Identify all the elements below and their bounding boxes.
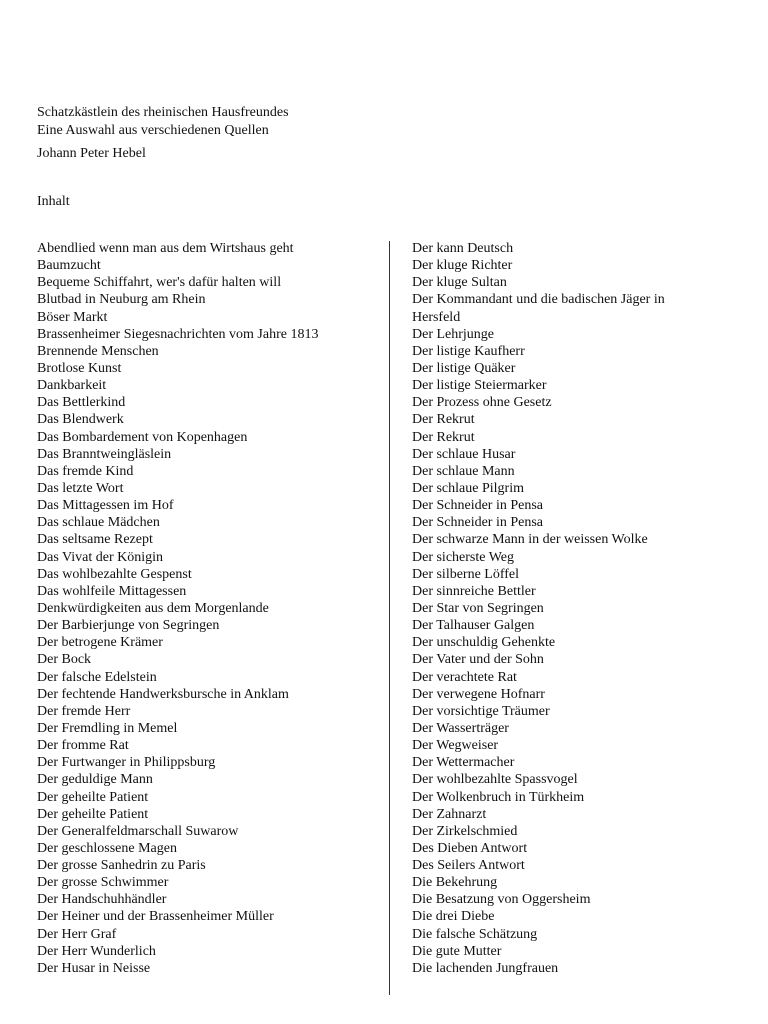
contents-entry: Der Wasserträger [412,720,509,736]
contents-entry: Der silberne Löffel [412,566,520,582]
contents-entry: Der Wolkenbruch in Türkheim [412,789,585,805]
contents-column-right [412,240,752,977]
contents-entry: Der Lehrjunge [412,326,495,342]
contents-entry: Das wohlfeile Mittagessen [37,583,187,599]
contents-entry: Die Bekehrung [412,875,498,891]
contents-entry: Der kluge Sultan [412,275,507,291]
contents-entry: Der Rekrut [412,429,475,445]
contents-entry: Der unschuldig Gehenkte [412,635,556,651]
contents-entry: Der Star von Segringen [412,600,544,616]
column-divider [389,241,390,995]
contents-entry: Der Talhauser Galgen [412,618,535,634]
contents-entry: Die Besatzung von Oggersheim [412,892,591,908]
contents-entry: Das Blendwerk [37,412,124,428]
contents-entry: Der falsche Edelstein [37,669,157,685]
contents-entry: Der geheilte Patient [37,806,149,822]
contents-entry: Der grosse Schwimmer [37,875,169,891]
contents-column-left [37,240,382,977]
contents-entry: Das schlaue Mädchen [37,515,160,531]
contents-entry: Böser Markt [37,309,108,325]
contents-entry: Dankbarkeit [37,378,107,394]
contents-entry: Brotlose Kunst [37,360,122,376]
contents-entry: Der schlaue Mann [412,463,515,479]
document-subtitle: Eine Auswahl aus verschiedenen Quellen [37,123,269,138]
contents-entry: Das Mittagessen im Hof [37,498,174,514]
contents-entry: Der Fremdling in Memel [37,720,178,736]
contents-entry: Der listige Kaufherr [412,343,525,359]
contents-entry: Der listige Steiermarker [412,378,547,394]
contents-entry: Der Wettermacher [412,755,515,771]
contents-entry: Der schwarze Mann in der weissen Wolke [412,532,648,548]
contents-entry: Das seltsame Rezept [37,532,153,548]
contents-entry: Der Handschuhhändler [37,892,167,908]
contents-heading: Inhalt [37,194,70,209]
contents-entry: Die gute Mutter [412,943,502,959]
contents-entry: Der Herr Wunderlich [37,943,156,959]
contents-entry: Der Vater und der Sohn [412,652,544,668]
contents-entry: Der fremde Herr [37,703,131,719]
contents-entry: Der vorsichtige Träumer [412,703,550,719]
contents-entry: Der geschlossene Magen [37,840,177,856]
contents-entry: Der schlaue Husar [412,446,516,462]
contents-entry: Der sinnreiche Bettler [412,583,536,599]
contents-entry: Das Bombardement von Kopenhagen [37,429,248,445]
contents-entry: Der schlaue Pilgrim [412,480,524,496]
contents-entry: Brennende Menschen [37,343,159,359]
contents-entry: Der Schneider in Pensa [412,515,544,531]
contents-entry: Baumzucht [37,258,101,274]
contents-entry: Das Bettlerkind [37,395,126,411]
contents-entry: Der Bock [37,652,92,668]
contents-entry: Der sicherste Weg [412,549,515,565]
contents-entry: Die lachenden Jungfrauen [412,960,559,976]
contents-entry: Der verwegene Hofnarr [412,686,545,702]
contents-entry: Der kluge Richter [412,258,513,274]
contents-entry: Hersfeld [412,309,461,325]
document-author: Johann Peter Hebel [37,146,146,161]
contents-entry: Der Rekrut [412,412,475,428]
contents-entry: Der grosse Sanhedrin zu Paris [37,858,206,874]
contents-entry: Denkwürdigkeiten aus dem Morgenlande [37,600,269,616]
contents-entry: Der Prozess ohne Gesetz [412,395,552,411]
contents-entry: Das Branntweingläslein [37,446,172,462]
contents-entry: Der fromme Rat [37,738,129,754]
contents-entry: Der kann Deutsch [412,241,514,256]
contents-entry: Der betrogene Krämer [37,635,163,651]
contents-entry: Der geduldige Mann [37,772,153,788]
contents-entry: Der Husar in Neisse [37,960,151,976]
contents-entry: Der Kommandant und die badischen Jäger in [412,292,665,308]
contents-entry: Der Heiner und der Brassenheimer Müller [37,909,274,925]
contents-entry: Der Zirkelschmied [412,823,518,839]
contents-entry: Bequeme Schiffahrt, wer's dafür halten will [37,275,282,291]
contents-entry: Abendlied wenn man aus dem Wirtshaus geht [37,241,294,256]
contents-entry: Der Barbierjunge von Segringen [37,618,220,634]
contents-entry: Des Seilers Antwort [412,858,525,874]
title-block [37,104,289,140]
contents-entry: Der Generalfeldmarschall Suwarow [37,823,239,839]
contents-entry: Das fremde Kind [37,463,134,479]
contents-entry: Des Dieben Antwort [412,840,528,856]
contents-entry: Der Zahnarzt [412,806,487,822]
contents-entry: Der Herr Graf [37,926,117,942]
contents-entry: Der Furtwanger in Philippsburg [37,755,216,771]
contents-entry: Der Schneider in Pensa [412,498,544,514]
contents-entry: Das Vivat der Königin [37,549,164,565]
contents-entry: Das letzte Wort [37,480,124,496]
contents-entry: Der Wegweiser [412,738,499,754]
document-title: Schatzkästlein des rheinischen Hausfreundes [37,105,289,120]
contents-entry: Der geheilte Patient [37,789,149,805]
contents-entry: Brassenheimer Siegesnachrichten vom Jahre 1813 [37,326,319,342]
contents-entry: Der verachtete Rat [412,669,517,685]
contents-entry: Der wohlbezahlte Spassvogel [412,772,578,788]
contents-entry: Der listige Quäker [412,360,516,376]
contents-entry: Blutbad in Neuburg am Rhein [37,292,206,308]
contents-entry: Das wohlbezahlte Gespenst [37,566,192,582]
contents-entry: Der fechtende Handwerksbursche in Anklam [37,686,289,702]
contents-entry: Die falsche Schätzung [412,926,538,942]
contents-entry: Die drei Diebe [412,909,495,925]
